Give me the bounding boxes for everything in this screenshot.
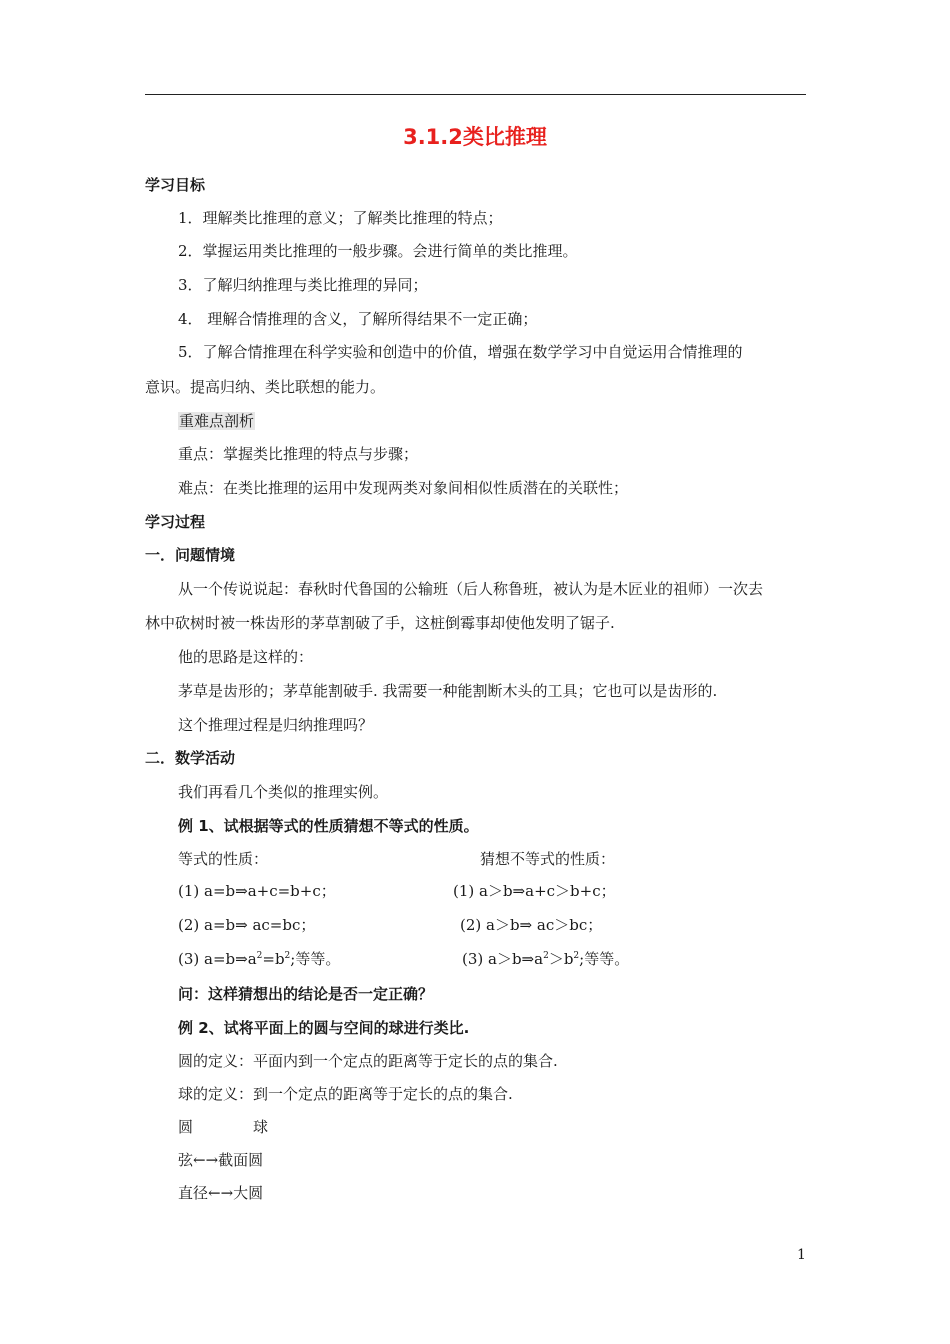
example1-right-header: 猜想不等式的性质：	[480, 850, 616, 868]
goal-item-2: 2．掌握运用类比推理的一般步骤。会进行简单的类比推理。	[178, 242, 578, 260]
right-3-pre: (3) a＞b⇒a	[462, 950, 544, 968]
pair-1-right: 截面圆	[218, 1151, 264, 1169]
section1-line-1: 从一个传说说起：春秋时代鲁国的公输班（后人称鲁班，被认为是木匠业的祖师）一次去	[178, 580, 764, 598]
left-3-sup-b: 2	[284, 951, 291, 961]
section1-heading: 一．问题情境	[145, 546, 236, 564]
page-title: 3.1.2类比推理	[403, 125, 547, 149]
example1-left-1: (1) a=b⇒a+c=b+c；	[178, 882, 336, 900]
example1-left-header: 等式的性质：	[178, 850, 269, 868]
left-3-sup-a: 2	[256, 951, 263, 961]
left-3-pre: (3) a=b⇒a	[178, 950, 257, 968]
pair-1-left: 弦	[178, 1151, 194, 1169]
example1-right-3	[462, 949, 629, 969]
page-number: 1	[797, 1247, 806, 1263]
right-3-sup-b: 2	[573, 951, 580, 961]
example1-right-1: (1) a＞b⇒a+c＞b+c；	[453, 882, 616, 900]
pair-1-arrow: ←→	[193, 1151, 219, 1169]
analogy-col-circle: 圆	[178, 1118, 194, 1136]
goal-item-5-cont: 意识。提高归纳、类比联想的能力。	[145, 378, 386, 396]
header-rule	[145, 94, 806, 95]
keypoints-difficulty: 难点：在类比推理的运用中发现两类对象间相似性质潜在的关联性；	[178, 479, 629, 497]
goals-heading: 学习目标	[145, 176, 206, 194]
analogy-row-chord	[178, 1150, 263, 1170]
example1-title: 例 1、试根据等式的性质猜想不等式的性质。	[178, 817, 479, 835]
example1-right-2: (2) a＞b⇒ ac＞bc；	[460, 916, 603, 934]
sphere-definition: 球的定义：到一个定点的距离等于定长的点的集合.	[178, 1085, 513, 1103]
goal-item-4: 4． 理解合情推理的含义，了解所得结果不一定正确；	[178, 310, 538, 328]
example1-left-2: (2) a=b⇒ ac=bc；	[178, 916, 316, 934]
analogy-col-sphere: 球	[253, 1118, 269, 1136]
goal-item-1: 1．理解类比推理的意义；了解类比推理的特点；	[178, 209, 503, 227]
right-3-sup-a: 2	[543, 951, 549, 961]
process-heading: 学习过程	[145, 513, 206, 531]
goal-item-3: 3．了解归纳推理与类比推理的异同；	[178, 276, 428, 294]
left-3-post: ;等等。	[290, 950, 341, 968]
section1-line-2: 林中砍树时被一株齿形的茅草割破了手，这桩倒霉事却使他发明了锯子.	[145, 614, 615, 632]
keypoints-heading	[178, 411, 255, 431]
section1-line-3: 他的思路是这样的：	[178, 648, 314, 666]
right-3-mid: ＞b	[548, 950, 574, 968]
example1-question: 问：这样猜想出的结论是否一定正确？	[178, 985, 434, 1003]
section1-line-5: 这个推理过程是归纳推理吗？	[178, 716, 374, 734]
example2-title: 例 2、试将平面上的圆与空间的球进行类比.	[178, 1019, 470, 1037]
right-3-post: ;等等。	[579, 950, 630, 968]
pair-2-right: 大圆	[233, 1184, 264, 1202]
left-3-mid: =b	[262, 950, 285, 968]
goal-item-5: 5．了解合情推理在科学实验和创造中的价值，增强在数学学习中自觉运用合情推理的	[178, 343, 743, 361]
section1-line-4: 茅草是齿形的；茅草能割破手. 我需要一种能割断木头的工具；它也可以是齿形的.	[178, 682, 718, 700]
section2-heading: 二．数学活动	[145, 749, 236, 767]
example1-left-3	[178, 949, 340, 969]
pair-2-left: 直径	[178, 1184, 209, 1202]
section2-intro: 我们再看几个类似的推理实例。	[178, 783, 389, 801]
keypoints-focus: 重点：掌握类比推理的特点与步骤；	[178, 445, 419, 463]
keypoints-heading-text: 重难点剖析	[179, 412, 255, 430]
analogy-row-diameter	[178, 1183, 263, 1203]
circle-definition: 圆的定义：平面内到一个定点的距离等于定长的点的集合.	[178, 1052, 558, 1070]
pair-2-arrow: ←→	[208, 1184, 234, 1202]
